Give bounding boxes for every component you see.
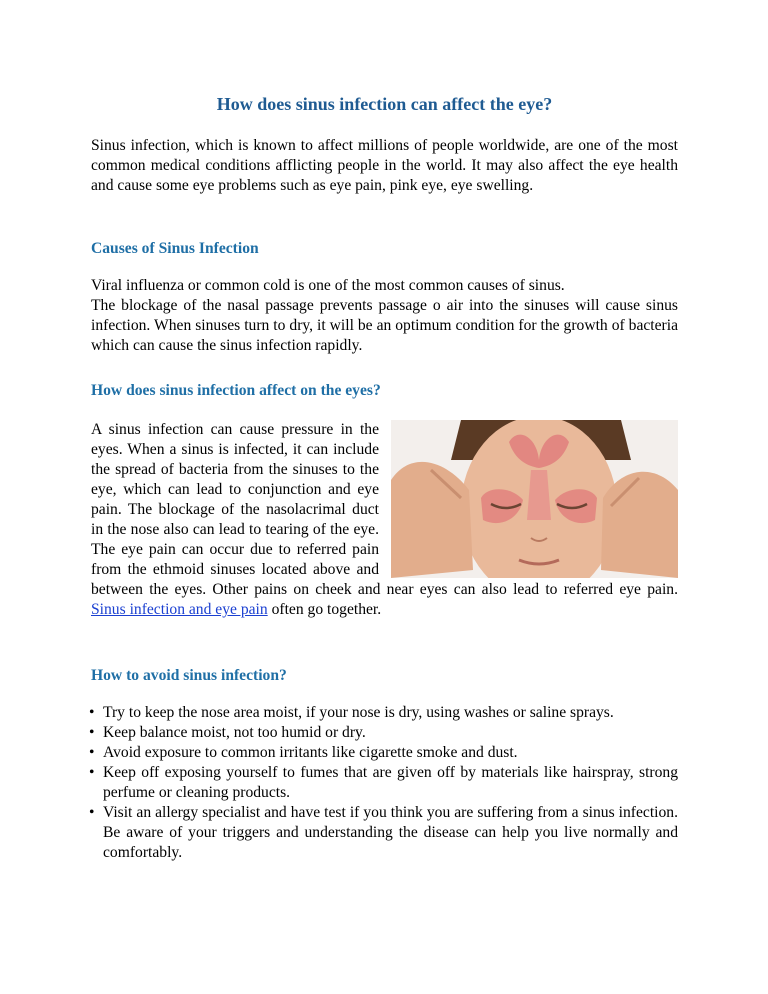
list-item: • Visit an allergy specialist and have test if you think you are suffering from a sinus infection. Be aware of your triggers and understanding the disease can help you live normally and comfortably. [89,804,678,861]
effects-paragraph [91,420,678,620]
bullet-icon: • [89,764,95,781]
list-item: • Try to keep the nose area moist, if your nose is dry, using washes or saline sprays. [89,704,614,721]
bullet-icon: • [89,704,95,721]
bullet-icon: • [89,804,95,821]
bullet-icon: • [89,724,95,741]
causes-line-1: Viral influenza or common cold is one of the most common causes of sinus. [91,277,565,294]
causes-heading: Causes of Sinus Infection [91,240,259,257]
list-item: • Keep off exposing yourself to fumes that are given off by materials like hairspray, strong perfume or cleaning products. [89,764,678,801]
sinus-pain-image [391,420,678,578]
sinus-eye-pain-link[interactable]: Sinus infection and eye pain [91,601,268,618]
effects-text: A sinus infection can cause pressure in the eyes. When a sinus is infected, it can include the spread of bacteria from the sinuses to the eye, which can lead to conjunction and eye pain. The blockage of the nasolacrimal duct in the nose also can lead to tearing of the eye. The eye pain can occur due to referred pain from the ethmoid sinuses located above and between the eyes. Other pains on cheek and near eyes can also lead to referred eye pain. [91,421,678,598]
bullet-icon: • [89,744,95,761]
avoid-tips-list [91,703,678,863]
intro-paragraph: Sinus infection, which is known to affect millions of people worldwide, are one of the most common medical conditions afflicting people in the world. It may also affect the eye health and cause some eye problems such as eye pain, pink eye, eye swelling. [91,137,678,194]
avoid-heading: How to avoid sinus infection? [91,667,287,684]
effects-heading: How does sinus infection affect on the eyes? [91,382,381,399]
page-title: How does sinus infection can affect the eye? [216,94,553,114]
effects-text-end: often go together. [271,601,382,618]
causes-line-2: The blockage of the nasal passage prevents passage o air into the sinuses will cause sinus infection. When sinuses turn to dry, it will be an optimum condition for the growth of bacteria which can cause the sinus infection rapidly. [91,297,678,354]
list-item: • Keep balance moist, not too humid or dry. [89,724,366,741]
list-item: • Avoid exposure to common irritants like cigarette smoke and dust. [89,744,518,761]
causes-paragraph [91,276,678,356]
